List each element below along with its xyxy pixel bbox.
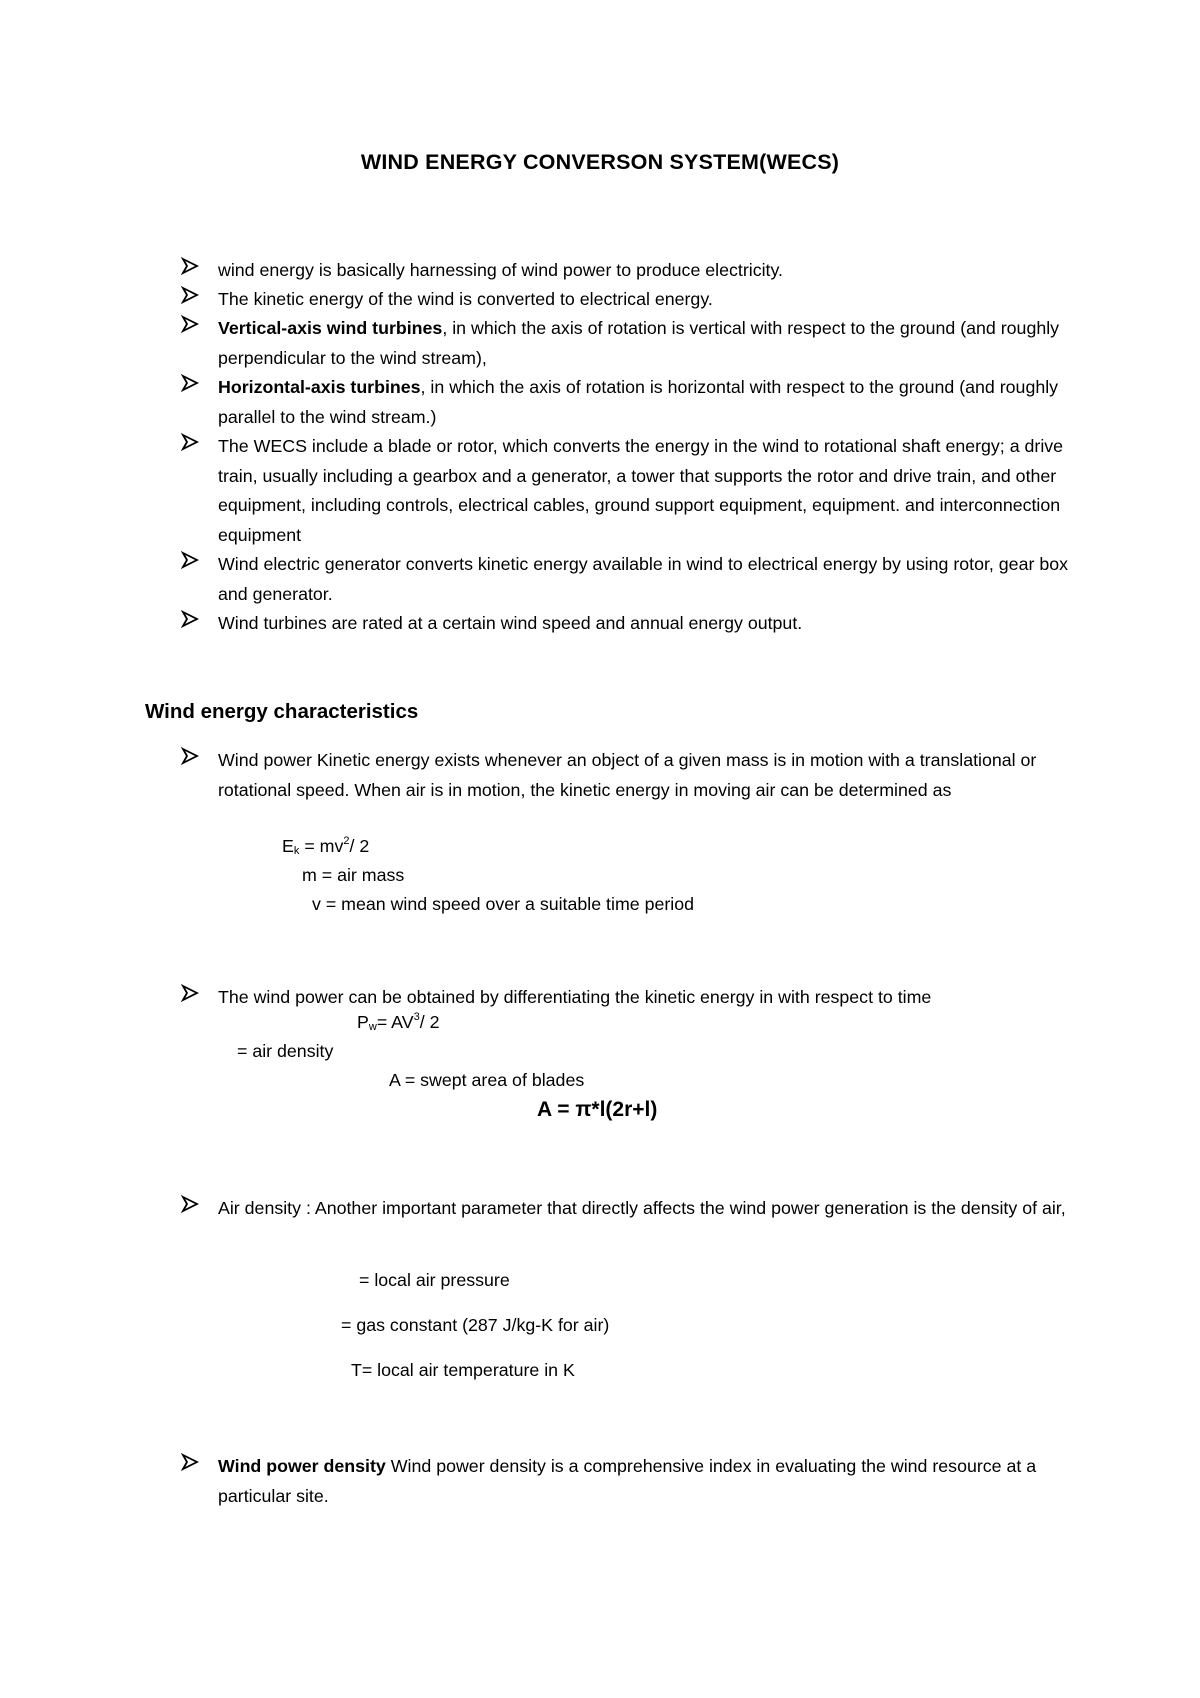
bullet-text: , in which the axis of rotation is horizontal with respect to the ground (and roughly parallel to the wind stream.) [218, 377, 1059, 427]
area-formula: A = π*l(2r+l) [537, 1098, 658, 1121]
arrow-bullet-icon [181, 286, 199, 304]
arrow-bullet-icon [181, 984, 199, 1002]
arrow-bullet-icon [181, 257, 199, 275]
list-item [218, 983, 1078, 1013]
speed-definition: v = mean wind speed over a suitable time period [312, 894, 695, 914]
list-item [218, 256, 1078, 286]
arrow-bullet-icon [181, 1453, 199, 1471]
list-item [218, 746, 1078, 805]
swept-area-definition: A = swept area of blades [389, 1070, 585, 1090]
bullet-text: The kinetic energy of the wind is converted to electrical energy. [218, 289, 713, 309]
arrow-bullet-icon [181, 315, 199, 333]
bullet-text: , in which the axis of rotation is vertical with respect to the ground (and roughly perpendicular to the wind stream), [218, 318, 1060, 368]
bullet-term: Horizontal-axis turbines [218, 377, 421, 397]
bullet-term: Wind power density [218, 1456, 386, 1476]
arrow-bullet-icon [181, 747, 199, 765]
bullet-text: Wind electric generator converts kinetic energy available in wind to electrical energy by using rotor, gear box and generator. [218, 554, 1068, 604]
list-item [218, 550, 1078, 609]
arrow-bullet-icon [181, 551, 199, 569]
section-heading: Wind energy characteristics [145, 700, 419, 723]
list-item [218, 432, 1078, 550]
bullet-text: wind energy is basically harnessing of wind power to produce electricity. [218, 260, 783, 280]
list-item [218, 285, 1078, 315]
arrow-bullet-icon [181, 374, 199, 392]
bullet-term: Vertical-axis wind turbines [218, 318, 443, 338]
temperature-definition: T= local air temperature in K [351, 1360, 575, 1380]
list-item [218, 1194, 1078, 1224]
bullet-text: The wind power can be obtained by differentiating the kinetic energy in with respect to time [218, 987, 932, 1007]
mass-definition: m = air mass [302, 865, 405, 885]
list-item [218, 314, 1078, 373]
wind-power-formula: $P_w= AV^3/$ 2 [357, 1011, 440, 1033]
arrow-bullet-icon [181, 433, 199, 451]
document-title: WIND ENERGY CONVERSON SYSTEM(WECS) [360, 150, 840, 174]
air-density-definition: = air density [237, 1041, 334, 1061]
kinetic-energy-formula: $E_k = mv^2/$ 2 [282, 835, 370, 857]
list-item [218, 609, 1078, 639]
bullet-text: Air density : Another important parameter that directly affects the wind power generation is the density of air, [218, 1198, 1066, 1218]
gas-constant-definition: = gas constant (287 J/kg-K for air) [341, 1315, 610, 1335]
list-item [218, 373, 1078, 432]
bullet-text: Wind turbines are rated at a certain wind speed and annual energy output. [218, 613, 803, 633]
arrow-bullet-icon [181, 610, 199, 628]
bullet-text: Wind power density is a comprehensive index in evaluating the wind resource at a particular site. [218, 1456, 1037, 1506]
list-item [218, 1452, 1078, 1511]
arrow-bullet-icon [181, 1195, 199, 1213]
pressure-definition: = local air pressure [359, 1270, 510, 1290]
bullet-text: The WECS include a blade or rotor, which converts the energy in the wind to rotational shaft energy; a drive train, usually including a gearbox and a generator, a tower that supports the rotor and drive train, and other equipment, including controls, electrical cables, ground support equipment, equipment. and interconnection equipment [218, 436, 1064, 545]
bullet-text: Wind power Kinetic energy exists whenever an object of a given mass is in motion with a translational or rotational speed. When air is in motion, the kinetic energy in moving air can be determined as [218, 750, 1037, 800]
